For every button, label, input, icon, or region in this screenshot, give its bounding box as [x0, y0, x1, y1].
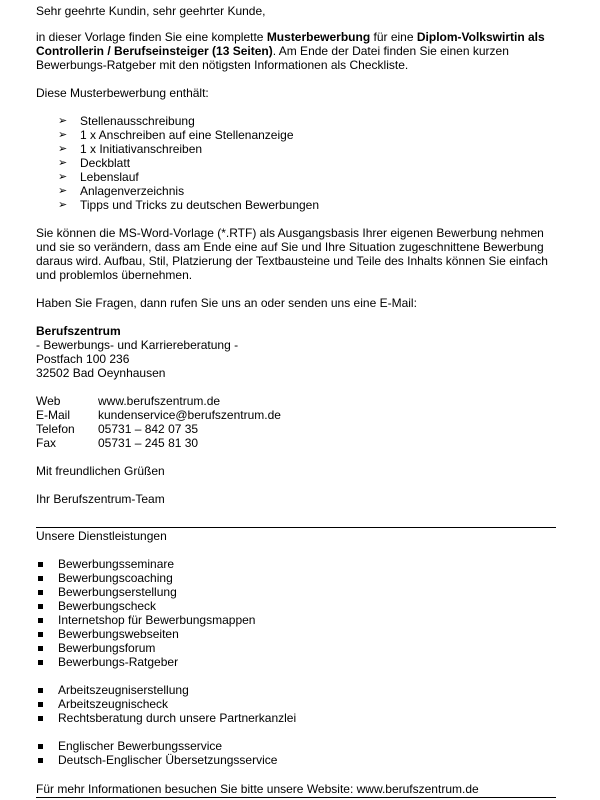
questions-paragraph: Haben Sie Fragen, dann rufen Sie uns an oder senden uns eine E-Mail:	[36, 296, 417, 310]
list-item-label: Bewerbungs-Ratgeber	[58, 655, 179, 669]
arrow-bullet-icon: ➢	[58, 199, 68, 211]
square-bullet-icon	[38, 632, 43, 637]
company-postbox: Postfach 100 236	[36, 352, 130, 366]
list-item-label: Bewerbungsseminare	[58, 557, 175, 571]
arrow-bullet-icon: ➢	[58, 171, 68, 183]
signature: Ihr Berufszentrum-Team	[36, 492, 165, 506]
contents-heading: Diese Musterbewerbung enthält:	[36, 86, 209, 100]
square-bullet-icon	[38, 660, 43, 665]
contact-value: www.berufszentrum.de	[98, 394, 221, 408]
square-bullet-icon	[38, 562, 43, 567]
list-item-label: Deutsch-Englischer Übersetzungsservice	[58, 753, 278, 767]
list-item	[36, 683, 560, 697]
list-item-label: Bewerbungscheck	[58, 599, 157, 613]
square-bullet-icon	[38, 576, 43, 581]
footer-text: Für mehr Informationen besuchen Sie bitte unsere Website: www.berufszentrum.de	[36, 782, 556, 798]
contact-value: 05731 – 245 81 30	[98, 436, 199, 450]
contact-label: E-Mail	[36, 408, 71, 422]
list-item	[58, 170, 560, 184]
square-bullet-icon	[38, 688, 43, 693]
intro-text-2: für eine	[370, 30, 417, 44]
square-bullet-icon	[38, 758, 43, 763]
list-item	[36, 585, 560, 599]
list-item-label: 1 x Anschreiben auf eine Stellenanzeige	[80, 128, 294, 142]
list-item	[36, 627, 560, 641]
intro-paragraph	[36, 30, 560, 72]
list-item	[36, 697, 560, 711]
services-title: Unsere Dienstleistungen	[36, 529, 167, 543]
list-item-label: Rechtsberatung durch unsere Partnerkanzlei	[58, 711, 297, 725]
contact-table	[36, 394, 281, 450]
list-item	[58, 156, 560, 170]
closing: Mit freundlichen Grüßen	[36, 464, 165, 478]
square-bullet-icon	[38, 744, 43, 749]
list-item-label: Tipps und Tricks zu deutschen Bewerbungen	[80, 198, 320, 212]
square-bullet-icon	[38, 604, 43, 609]
services-list-1	[36, 557, 560, 669]
usage-paragraph: Sie können die MS-Word-Vorlage (*.RTF) als Ausgangsbasis Ihrer eigenen Bewerbung nehmen und sie so verändern, dass am Ende eine auf Sie und Ihre Situation zugeschnittene Bewerbung daraus wird. Aufbau, Stil, Platzierung der Textbausteine und Teile des Inhalts können Sie einfach und problemlos übernehmen.	[36, 226, 548, 282]
square-bullet-icon	[38, 590, 43, 595]
list-item	[36, 599, 560, 613]
contact-row	[36, 436, 281, 450]
list-item	[36, 571, 560, 585]
intro-bold-2: Diplom-Volkswirtin als Controllerin / Berufseinsteiger (13 Seiten)	[36, 30, 545, 58]
list-item	[58, 114, 560, 128]
arrow-bullet-icon: ➢	[58, 143, 68, 155]
contact-row	[36, 408, 281, 422]
list-item	[36, 655, 560, 669]
intro-text-1: in dieser Vorlage finden Sie eine komplette	[36, 30, 267, 44]
square-bullet-icon	[38, 716, 43, 721]
company-subtitle: - Bewerbungs- und Karriereberatung -	[36, 338, 239, 352]
divider-line	[36, 527, 556, 528]
list-item	[36, 711, 560, 725]
arrow-bullet-icon: ➢	[58, 115, 68, 127]
list-item	[36, 613, 560, 627]
contact-row	[36, 422, 281, 436]
list-item-label: Bewerbungsforum	[58, 641, 156, 655]
contact-label: Fax	[36, 436, 57, 450]
contact-row	[36, 394, 281, 408]
list-item-label: Englischer Bewerbungsservice	[58, 739, 223, 753]
company-name: Berufszentrum	[36, 324, 121, 338]
list-item	[36, 557, 560, 571]
arrow-bullet-icon: ➢	[58, 129, 68, 141]
list-item-label: Deckblatt	[80, 156, 131, 170]
list-item-label: Arbeitszeugnischeck	[58, 697, 169, 711]
list-item	[36, 739, 560, 753]
greeting: Sehr geehrte Kundin, sehr geehrter Kunde,	[36, 4, 266, 18]
list-item-label: Anlagenverzeichnis	[80, 184, 185, 198]
contact-label: Web	[36, 394, 61, 408]
list-item-label: Bewerbungscoaching	[58, 571, 173, 585]
list-item-label: Internetshop für Bewerbungsmappen	[58, 613, 256, 627]
arrow-bullet-icon: ➢	[58, 157, 68, 169]
list-item-label: Bewerbungserstellung	[58, 585, 177, 599]
square-bullet-icon	[38, 702, 43, 707]
list-item	[58, 198, 560, 212]
list-item	[58, 184, 560, 198]
list-item-label: Bewerbungswebseiten	[58, 627, 179, 641]
services-list-3	[36, 739, 560, 767]
list-item	[58, 128, 560, 142]
list-item-label: Stellenausschreibung	[80, 114, 195, 128]
intro-bold-1: Musterbewerbung	[266, 30, 371, 44]
list-item-label: Lebenslauf	[80, 170, 139, 184]
list-item	[36, 641, 560, 655]
square-bullet-icon	[38, 646, 43, 651]
list-item-label: 1 x Initiativanschreiben	[80, 142, 203, 156]
contact-value: kundenservice@berufszentrum.de	[98, 408, 281, 422]
services-list-2	[36, 683, 560, 725]
contact-value: 05731 – 842 07 35	[98, 422, 199, 436]
intro-text-3: . Am Ende der Datei finden Sie einen kurzen Bewerbungs-Ratgeber mit den nötigsten Informationen als Checkliste.	[36, 44, 509, 72]
contact-label: Telefon	[36, 422, 75, 436]
square-bullet-icon	[38, 618, 43, 623]
arrow-bullet-icon: ➢	[58, 185, 68, 197]
list-item-label: Arbeitszeugniserstellung	[58, 683, 189, 697]
list-item	[58, 142, 560, 156]
list-item	[36, 753, 560, 767]
contents-list	[36, 114, 560, 212]
company-city: 32502 Bad Oeynhausen	[36, 366, 166, 380]
